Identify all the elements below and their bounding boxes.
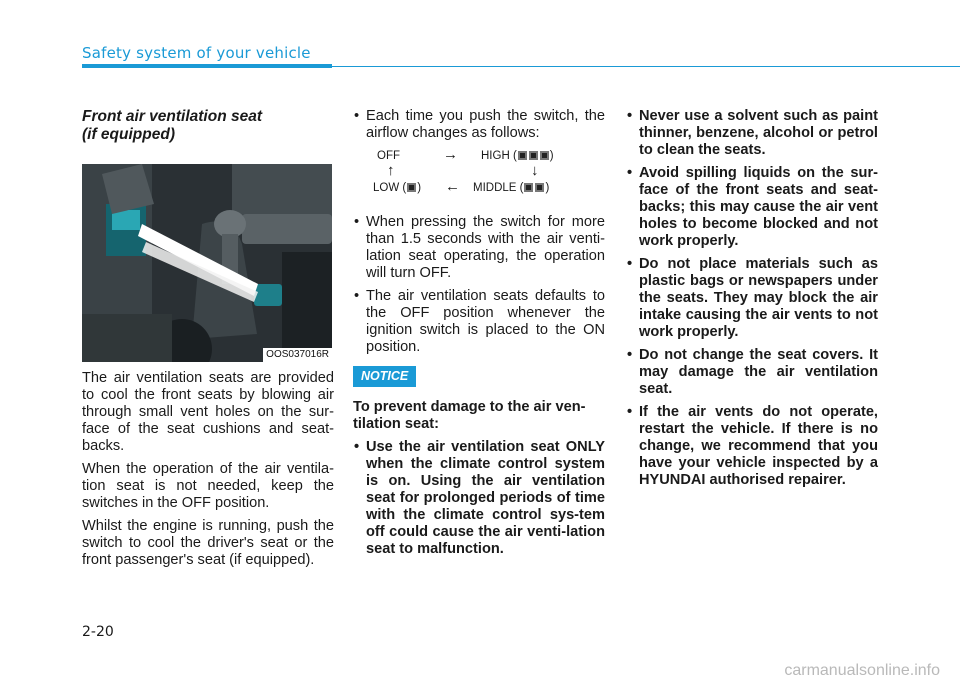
header-rule-thin [332,66,960,67]
vent-level-icon [540,151,549,160]
cycle-off: OFF [377,150,400,162]
arrow-up-icon: ↑ [387,162,395,179]
column-1 [82,108,334,575]
paragraph: The air ventilation seats are provided to cool the front seats by blowing air through small vent holes on the sur-face of the seat cushions and seat-backs. [82,370,334,454]
column-2 [353,108,605,564]
arrow-down-icon: ↓ [531,162,539,179]
seat-switch-photo [82,164,332,362]
list-item: • Do not place materials such as plastic bags or newspapers under the seats. They may block the air intake causing the air vents to not work properly. [626,256,878,341]
vent-level-icon [535,183,544,192]
list-item: • Avoid spilling liquids on the sur-face of the front seats and seat-backs; this may cause the air vent holes to become blocked and not work properly. [626,165,878,250]
title-line-2: (if equipped) [82,126,175,143]
list-item: • Never use a solvent such as paint thinner, benzene, alcohol or petrol to clean the seats. [626,108,878,159]
paragraph: When the operation of the air ventila-tion seat is not needed, keep the switches in the OFF position. [82,461,334,511]
list-item: • Do not change the seat covers. It may damage the air ventilation seat. [626,347,878,398]
title-line-1: Front air ventilation seat [82,108,263,125]
header-rule-thick [82,64,332,68]
notice-badge: NOTICE [353,366,416,387]
vent-level-icon [407,183,416,192]
list-item: • Use the air ventilation seat ONLY when the climate control system is on. Using the air ventilation seat for prolonged periods of time with the climate control sys-tem off could cause the air venti-lation seat to malfunction. [353,439,605,558]
notice-heading: To prevent damage to the air ven-tilation seat: [353,399,586,432]
console-illustration [82,164,332,362]
watermark: carmanualsonline.info [784,662,940,679]
photo-code: OOS037016R [263,348,332,362]
cycle-middle: MIDDLE ( ) [473,182,550,194]
list-item: • Each time you push the switch, the airflow changes as follows: [353,108,605,142]
vent-level-icon [524,183,533,192]
cycle-low: LOW ( ) [373,182,422,194]
vent-level-icon [529,151,538,160]
vent-level-icon [518,151,527,160]
list-item: • If the air vents do not operate, restart the vehicle. If there is no change, we recommend that you have your vehicle inspected by a HYUNDAI authorised repairer. [626,404,878,489]
section-header: Safety system of your vehicle [82,44,311,62]
cycle-high: HIGH ( ) [481,150,554,162]
list-item: • The air ventilation seats defaults to the OFF position whenever the ignition switch is placed to the ON position. [353,288,605,356]
page-title [82,108,334,144]
list-item: • When pressing the switch for more than 1.5 seconds with the air venti-lation seat operating, the operation will turn OFF. [353,214,605,282]
airflow-cycle-diagram [353,148,605,202]
column-3 [626,108,878,495]
arrow-right-icon: → [443,146,458,163]
arrow-left-icon: ← [445,178,460,195]
page-number: 2-20 [82,624,114,640]
paragraph: Whilst the engine is running, push the switch to cool the driver's seat or the front passenger's seat (if equipped). [82,518,334,568]
